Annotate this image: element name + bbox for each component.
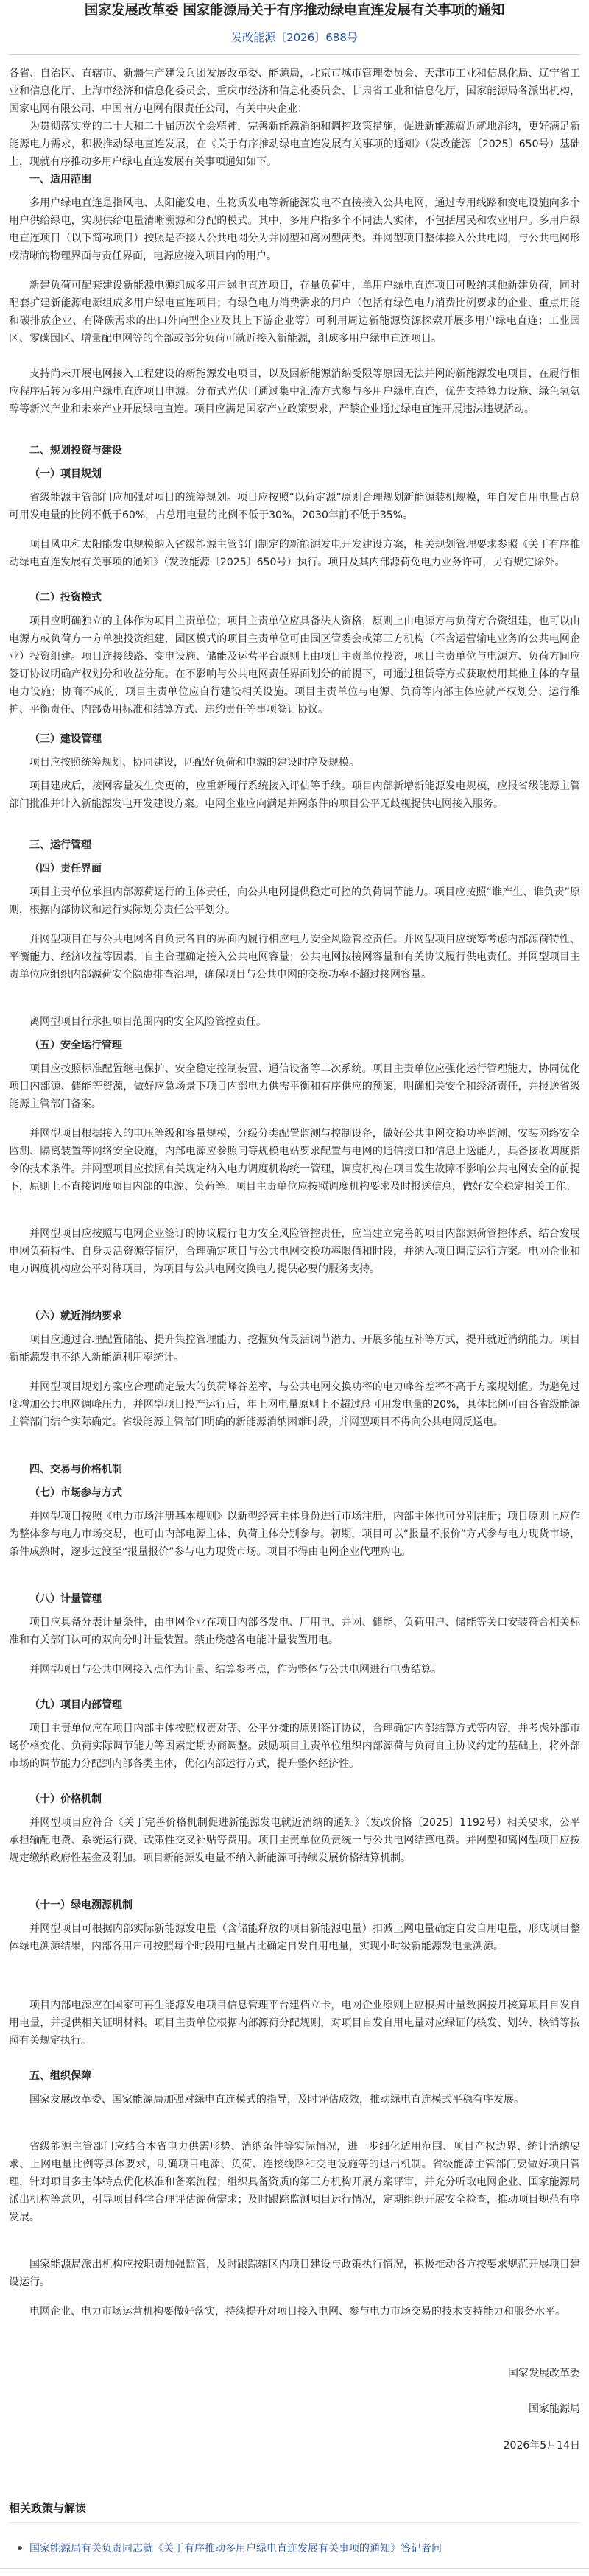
subsection-7-heading: （七）市场参与方式: [29, 1487, 122, 1499]
subsection-4-para-1: 项目主责单位承担内部源荷运行的主体责任，向公共电网提供稳定可控的负荷调节能力。项目应按照“谁产生、谁负责”原则，根据内部协议和运行实际划分责任公平划分。: [9, 886, 580, 916]
subsection-5-heading: （五）安全运行管理: [29, 1040, 122, 1051]
signature-date: 2026年5月14日: [503, 2440, 580, 2452]
subsection-1-para-1: 省级能源主管部门应加强对项目的统筹规划。项目应按照“以荷定源”原则合理规划新能源装机规模，年自发自用电量占总可用发电量的比例不低于60%，占总用电量的比例不低于30%，2030年前不低于35%。: [9, 492, 580, 521]
subsection-11-para-1: 并网型项目可根据内部实际新能源发电量（含储能释放的项目新能源电量）扣减上网电量确定自发自用电量，形成项目整体绿电溯源结果，内部各用户可按照每个时段用电量占比确定自发自用电量，实现小时级新能源发电量溯源。: [9, 1923, 580, 1952]
intro-paragraph: 为贯彻落实党的二十大和二十届历次全会精神，完善新能源消纳和调控政策措施，促进新能源就近就地消纳，更好满足新能源电力需求，积极推动绿电直连发展，在《关于有序推动绿电直连发展有关事项的通知》（发改能源〔2025〕650号）基础上，现就有序推动多用户绿电直连发展有关事项通知如下。: [9, 121, 580, 168]
subsection-4-heading: （四）责任界面: [29, 863, 102, 875]
section-1-para-1: 多用户绿电直连是指风电、太阳能发电、生物质发电等新能源发电不直接接入公共电网，通过专用线路和变电设施向多个用户供给绿电，实现供给电量清晰溯源和分配的模式。其中，多用户指多个不同法人实体，不包括居民和农业用户。多用户绿电直连项目（以下简称项目）按照是否接入公共电网分为并网型和离网型两类。并网型项目整体接入公共电网，与公共电网形成清晰的物理界面与责任界面，电源应接入项目内的用户。: [9, 197, 580, 262]
document-title: 国家发展改革委 国家能源局关于有序推动绿电直连发展有关事项的通知: [84, 3, 505, 18]
subsection-5-para-2: 并网型项目根据接入的电压等级和容量规模，分级分类配置监测与控制设备，做好公共电网交换功率监测、安装网络安全监测、隔离装置等网络安全设施，内部电源应参照同等规模电站要求配置与电网的通信接口和信息上送能力，具备接收调度指令的技术条件。并网型项目应按照有关规定纳入电力调度机构统一管理，调度机构在项目发生故障不影响公共电网安全的前提下，原则上不直接调度项目内部的电源、负荷等。项目主责单位应按照调度机构要求及时报送信息，做好安全稳定相关工作。: [9, 1128, 580, 1193]
subsection-11-para-2: 项目内部电源应在国家可再生能源发电项目信息管理平台建档立卡，电网企业原则上应根据计量数据按月核算项目自发自用电量，并提供相关证明材料。项目主责单位根据内部源荷分配规则，对项目自发自用电量对应绿证的核发、划转、核销等按照有关规定执行。: [9, 2000, 580, 2047]
related-item: [9, 2540, 580, 2558]
section-5-para-3: 国家能源局派出机构应按职责加强监管，及时跟踪辖区内项目建设与政策执行情况，积极推动各方按要求规范开展项目建设运行。: [9, 2259, 580, 2288]
subsection-2-heading: （二）投资模式: [29, 592, 102, 604]
subsection-3-para-1: 项目应按照统筹规划、协同建设，匹配好负荷和电源的建设时序及规模。: [29, 757, 359, 769]
section-1-heading: 一、适用范围: [29, 174, 91, 186]
section-4-heading: 四、交易与价格机制: [29, 1464, 122, 1475]
subsection-2-para-1: 项目应明确独立的主体作为项目主责单位；项目主责单位应具备法人资格，原则上由电源方与负荷方合资组建，也可以由电源方或负荷方一方单独投资组建，园区模式的项目主责单位可由园区管委会或第三方机构（不含运营输电业务的公共电网企业）投资组建。项目连接线路、变电设施、储能及运营平台原则上由项目主责单位投资，项目主责单位与电源方、负荷方间应签订协议明确产权划分和收益分配。在不影响与公共电网责任界面划分的前提下，可通过租赁等方式获取使用其他主体的存量电力设施；协商不成的，项目主责单位应自行建设相关设施。项目主责单位与电源、负荷等内部主体应就产权划分、运行维护、平衡责任、内部费用标准和结算方式、违约责任等事项签订协议。: [9, 615, 580, 716]
bullet-icon: [18, 2546, 22, 2550]
subsection-1-para-2: 项目风电和太阳能发电规模纳入省级能源主管部门制定的新能源发电开发建设方案，相关规划管理要求参照《关于有序推动绿电直连发展有关事项的通知》（发改能源〔2025〕650号）执行。项目及其内部源荷免电力业务许可，另有规定除外。: [9, 539, 580, 568]
section-1-para-3: 支持尚未开展电网接入工程建设的新能源发电项目，以及因新能源消纳受限等原因无法并网的新能源发电项目，在履行相应程序后转为多用户绿电直连项目电源。分布式光伏可通过集中汇流方式参与多用户绿电直连，优先支持算力设施、绿色氢氨醇等新兴产业和未来产业开展绿电直连。项目应满足国家产业政策要求，严禁企业通过绿电直连开展违法违规活动。: [9, 368, 580, 415]
subsection-7-para-1: 并网型项目按照《电力市场注册基本规则》以新型经营主体身份进行市场注册，内部主体也可分别注册；项目原则上应作为整体参与电力市场交易，也可由内部电源主体、负荷主体分别参与。初期，项目可以“报量不报价”方式参与电力现货市场，条件成熟时，逐步过渡至“报量报价”参与电力现货市场。项目不得由电网企业代理购电。: [9, 1511, 580, 1558]
signature-org-1: 国家发展改革委: [508, 2368, 580, 2379]
subsection-9-para-1: 项目主责单位应在项目内部主体按照权责对等、公平分摊的原则签订协议，合理确定内部结算方式等内容，并考虑外部市场价格变化、负荷实际调节能力等因素定期协商调整。鼓励项目主责单位组织内部源荷与负荷自主协议约定的基础上，将外部市场的调节能力分配到内部各类主体，优化内部运行方式，提升整体经济性。: [9, 1723, 580, 1770]
section-2-heading: 二、规划投资与建设: [29, 445, 122, 456]
subsection-10-heading: （十）价格机制: [29, 1793, 102, 1805]
subsection-4-para-3: 离网型项目行承担项目范围内的安全风险管控责任。: [29, 1016, 267, 1028]
subsection-5-para-1: 项目应按照标准配置继电保护、安全稳定控制装置、通信设备等二次系统。项目主责单位应强化运行管理能力，协同优化项目内部源、储能等资源，做好应急场景下项目内部电力供需平衡和有序供应的预案，明确相关安全和经济责任，并报送省级能源主管部门备案。: [9, 1063, 580, 1110]
document-number: 发改能源〔2026〕688号: [231, 31, 358, 44]
section-5-para-1: 国家发展改革委、国家能源局加强对绿电直连模式的指导，及时评估成效，推动绿电直连模式平稳有序发展。: [29, 2094, 524, 2106]
related-divider: [9, 2522, 580, 2523]
subsection-8-para-2: 并网型项目与公共电网接入点作为计量、结算参考点，作为整体与公共电网进行电费结算。: [29, 1664, 442, 1676]
related-policies-heading: 相关政策与解读: [9, 2502, 87, 2515]
subsection-5-para-3: 并网型项目应按照与电网企业签订的协议履行电力安全风险管控责任，应当建立完善的项目内部源荷管控体系，结合发展电网负荷特性、自身灵活资源等情况，合理确定项目与公共电网交换功率限值和时段，并纳入项目调度运行方案。电网企业和电力调度机构应公平对待项目，为项目与公共电网交换电力提供必要的服务支持。: [9, 1228, 580, 1275]
addressees: 各省、自治区、直辖市、新疆生产建设兵团发展改革委、能源局，北京市城市管理委员会、天津市工业和信息化局、辽宁省工业和信息化厅、上海市经济和信息化委员会、重庆市经济和信息化委员会、甘肃省工业和信息化厅，国家能源局各派出机构，国家电网有限公司、中国南方电网有限责任公司，有关中央企业：: [9, 68, 580, 115]
subsection-8-para-1: 项目应具备分表计量条件，由电网企业在项目内部各发电、厂用电、并网、储能、负荷用户、储能等关口安装符合相关标准和有关部门认可的双向分时计量装置。禁止绕越各电能计量装置用电。: [9, 1617, 580, 1646]
subsection-1-heading: （一）项目规划: [29, 468, 102, 480]
subsection-3-heading: （三）建设管理: [29, 733, 102, 745]
related-item-link[interactable]: 国家能源局有关负责同志就《关于有序推动多用户绿电直连发展有关事项的通知》答记者问: [29, 2543, 442, 2555]
subsection-9-heading: （九）项目内部管理: [29, 1699, 122, 1711]
section-1-para-2: 新建负荷可配套建设新能源电源组成多用户绿电直连项目，存量负荷中，单用户绿电直连项目可吸纳其他新建负荷，同时配套扩建新能源电源组成多用户绿电直连项目；有绿色电力消费需求的用户（包括有绿色电力消费比例要求的企业、重点用能和碳排放企业、有降碳需求的出口外向型企业及其上下游企业等）可利用周边新能源资源探索开展多用户绿电直连；工业园区、零碳园区、增量配电网等的全部或部分负荷可就近接入新能源，组成多用户绿电直连项目。: [9, 280, 580, 345]
subsection-10-para-1: 并网型项目应符合《关于完善价格机制促进新能源发电就近消纳的通知》（发改价格〔2025〕1192号）相关要求，公平承担输配电费、系统运行费、政策性交叉补贴等费用。项目主责单位负责统一与公共电网结算电费。并网型和离网型项目应按规定缴纳政府性基金及附加。项目新能源发电量不纳入新能源可持续发展价格结算机制。: [9, 1817, 580, 1864]
subsection-8-heading: （八）计量管理: [29, 1593, 102, 1605]
subsection-3-para-2: 项目建成后，接网容量发生变更的，应重新履行系统接入评估等手续。项目内部新增新能源发电规模，应报省级能源主管部门批准并计入新能源发电开发建设方案。电网企业应向满足并网条件的项目公平无歧视提供电网接入服务。: [9, 780, 580, 810]
subsection-11-heading: （十一）绿电溯源机制: [29, 1899, 133, 1911]
subsection-6-para-2: 并网型项目规划方案应合理确定最大的负荷峰谷差率，与公共电网交换功率的电力峰谷差率不高于方案规划值。为避免过度增加公共电网调峰压力，并网型项目投产运行后，年上网电量原则上不超过总可用发电量的20%，具体比例可由各省级能源主管部门结合实际确定。省级能源主管部门明确的新能源消纳困难时段，并网型项目不得向公共电网反送电。: [9, 1381, 580, 1428]
section-5-heading: 五、组织保障: [29, 2070, 91, 2082]
subsection-6-heading: （六）就近消纳要求: [29, 1310, 122, 1322]
footer-divider: [0, 2568, 589, 2569]
section-3-heading: 三、运行管理: [29, 839, 91, 851]
subsection-4-para-2: 并网型项目在与公共电网各自负责各自的界面内履行相应电力安全风险管控责任。并网型项目应统筹考虑内部源荷特性、平衡能力、经济收益等因素，自主合理确定接入公共电网容量；公共电网按接网容量和有关协议履行供电责任。并网型项目主责单位应组织内部源荷安全隐患排查治理，确保项目与公共电网的交换功率不超过接网容量。: [9, 934, 580, 981]
title-divider: [9, 54, 580, 55]
signature-org-2: 国家能源局: [529, 2403, 580, 2415]
section-5-para-4: 电网企业、电力市场运营机构要做好落实，持续提升对项目接入电网、参与电力市场交易的技术支持能力和服务水平。: [29, 2306, 565, 2318]
subsection-6-para-1: 项目应通过合理配置储能、提升集控管理能力、挖掘负荷灵活调节潜力、开展多能互补等方式，提升就近消纳能力。项目新能源发电不纳入新能源利用率统计。: [9, 1334, 580, 1363]
section-5-para-2: 省级能源主管部门应结合本省电力供需形势、消纳条件等实际情况，进一步细化适用范围、项目产权边界、统计消纳要求、上网电量比例等具体要求，明确项目电源、负荷、连接线路和变电设施等的退出机制。省级能源主管部门要做好项目管理，针对项目多主体特点优化核准和备案流程；组织具备资质的第三方机构开展方案评审，并充分听取电网企业、国家能源局派出机构等意见，引导项目科学合理评估源荷需求；及时跟踪监测项目运行情况，定期组织开展安全检查，推动项目规范有序发展。: [9, 2141, 580, 2223]
